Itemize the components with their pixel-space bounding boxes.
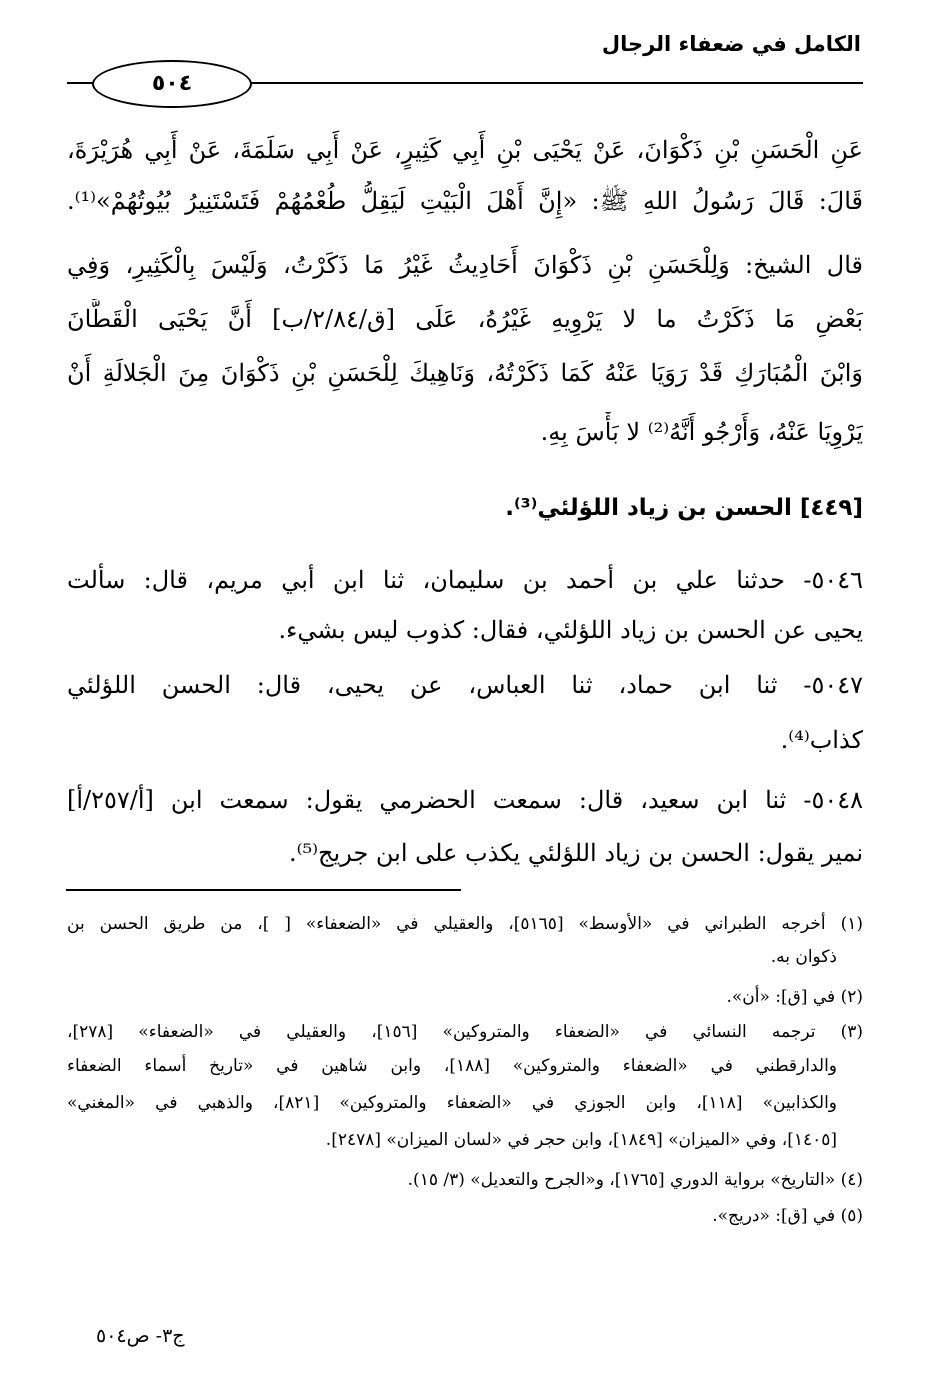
entry-heading: [٤٤٩] الحسن بن زياد اللؤلئي⁽³⁾. [505, 495, 863, 521]
entry-line-1: ٥٠٤٦- حدثنا علي بن أحمد بن سليمان، ثنا ابن أبي مريم، قال: سألت [67, 566, 863, 594]
footnote-3-cont-2: والكذابين» [١١٨]، وابن الجوزي في «الضعفاء والمتروكين» [٨٢١]، والذهبي في «المغني» [67, 1093, 837, 1113]
footnote-3-cont-3: [١٤٠٥]، وفي «الميزان» [١٨٤٩]، وابن حجر في «لسان الميزان» [٢٤٧٨]. [325, 1130, 837, 1150]
entry-line-2: يحيى عن الحسن بن زياد اللؤلئي، فقال: كذوب ليس بشيء. [278, 616, 863, 644]
body-line-6: يَرْوِيَا عَنْهُ، وَأَرْجُو أَنَّهُ⁽²⁾ لا بَأْسَ بِهِ. [540, 418, 863, 446]
footnote-3-cont-1: والدارقطني في «الضعفاء والمتروكين» [١٨٨]، وابن شاهين في «تاريخ أسماء الضعفاء [67, 1056, 837, 1076]
footnote-1: (١) أخرجه الطبراني في «الأوسط» [٥١٦٥]، والعقيلي في «الضعفاء» [ ]، من طريق الحسن بن [67, 914, 863, 934]
page-number-badge: ٥٠٤ [92, 60, 252, 108]
footnote-5: (٥) في [ق]: «دريج». [712, 1206, 863, 1226]
body-line-2: قَالَ: قَالَ رَسُولُ اللهِ ﷺ: «إِنَّ أَهْلَ الْبَيْتِ لَيَقِلُّ طُعْمُهُمْ فَتَسْتَنِيرُ بُيُوتُهُمْ»⁽¹⁾. [67, 187, 863, 215]
body-line-4: بَعْضِ مَا ذَكَرْتُ ما لا يَرْوِيهِ غَيْرُهُ، عَلَى [ق/٢/٨٤/ب] أَنَّ يَحْيَى الْقَطَّانَ [67, 305, 863, 333]
footnote-4: (٤) «التاريخ» برواية الدوري [١٧٦٥]، و«الجرح والتعديل» (٣/ ١٥). [407, 1170, 863, 1190]
footnote-2: (٢) في [ق]: «أن». [726, 987, 863, 1007]
body-line-3: قال الشيخ: وَلِلْحَسَنِ بْنِ ذَكْوَانَ أَحَادِيثُ غَيْرُ مَا ذَكَرْتُ، وَلَيْسَ بِالْكَثِيرِ، وَفِي [67, 251, 863, 279]
volume-page-reference: ج٣- ص٥٠٤ [96, 1325, 185, 1347]
entry-line-3: ٥٠٤٧- ثنا ابن حماد، ثنا العباس، عن يحيى، قال: الحسن اللؤلئي [67, 671, 863, 699]
entry-line-5: ٥٠٤٨- ثنا ابن سعيد، قال: سمعت الحضرمي يقول: سمعت ابن [أ/٢٥٧/أ] [67, 786, 863, 814]
entry-line-6: نمير يقول: الحسن بن زياد اللؤلئي يكذب على ابن جريج⁽⁵⁾. [288, 839, 863, 867]
footnote-separator [66, 889, 461, 891]
footnote-3: (٣) ترجمه النسائي في «الضعفاء والمتروكين» [١٥٦]، والعقيلي في «الضعفاء» [٢٧٨]، [67, 1022, 863, 1042]
entry-line-4: كذاب⁽⁴⁾. [780, 726, 863, 754]
body-line-5: وَابْنَ الْمُبَارَكِ قَدْ رَوَيَا عَنْهُ كَمَا ذَكَرْتُهُ، وَنَاهِيكَ لِلْحَسَنِ بْنِ ذَكْوَانَ مِنَ الْجَلالَةِ أَنْ [67, 359, 863, 387]
book-title: الكامل في ضعفاء الرجال [601, 32, 861, 56]
body-line-1: عَنِ الْحَسَنِ بْنِ ذَكْوَانَ، عَنْ يَحْيَى بْنِ أَبِي كَثِيرٍ، عَنْ أَبِي سَلَمَةَ، عَنْ أَبِي هُرَيْرَةَ، [67, 136, 863, 164]
footnote-1-cont: ذكوان به. [770, 947, 837, 967]
